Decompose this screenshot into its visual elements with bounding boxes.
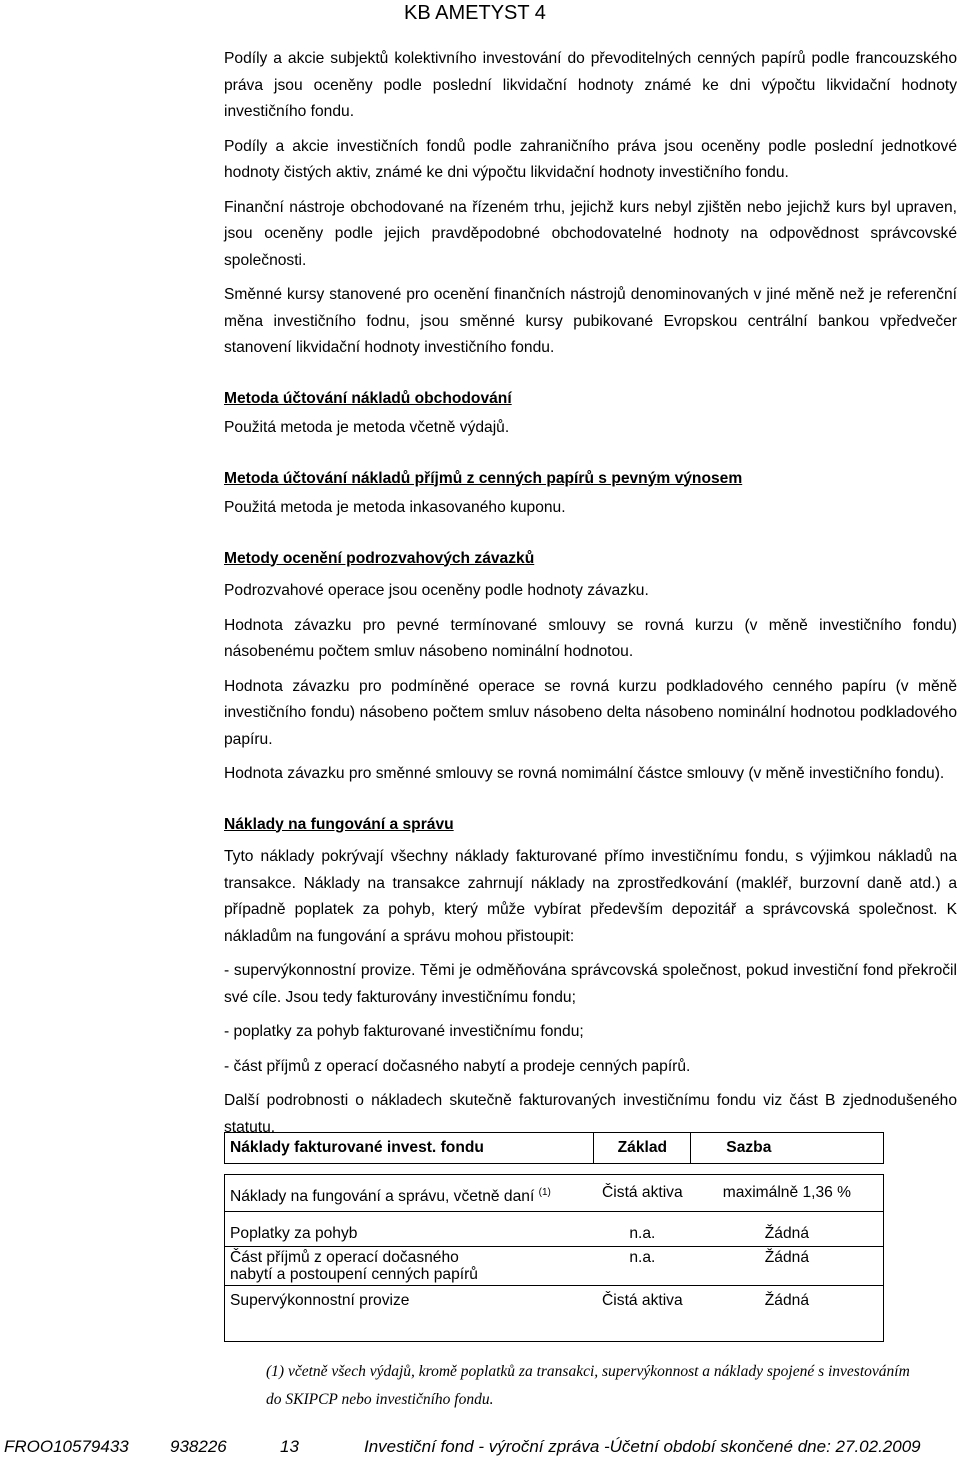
- list-item: - supervýkonnostní provize. Těmi je odměňována správcovská společnost, pokud investiční fond překročil své cíle. Jsou tedy fakturovány investičnímu fondu;: [224, 962, 957, 1006]
- paragraph: Hodnota závazku pro směnné smlouvy se rovná nomimální částce smlouvy (v měně investičního fondu).: [224, 765, 945, 782]
- table-cell: Supervýkonnostní provize: [225, 1286, 594, 1342]
- table-cell: maximálně 1,36 %: [691, 1175, 884, 1212]
- footer-page-number: 13: [280, 1437, 299, 1456]
- list-item: - poplatky za pohyb fakturované investičnímu fondu;: [224, 1023, 584, 1040]
- table-cell: Žádná: [691, 1222, 884, 1247]
- table-cell: Žádná: [691, 1286, 884, 1342]
- table-row: [225, 1286, 884, 1342]
- footer-number: 938226: [170, 1437, 227, 1456]
- paragraph: Podíly a akcie subjektů kolektivního investování do převoditelných cenných papírů podle francouzského práva jsou oceněny podle poslední likvidační hodnoty známé ke dni výpočtu likvidační hodnoty investičního fondu.: [224, 50, 957, 120]
- footnote-marker: (1): [538, 1187, 551, 1198]
- table-header-cell: Základ: [594, 1133, 691, 1164]
- section-heading-income-costs: Metoda účtování nákladů příjmů z cenných papírů s pevným výnosem: [224, 469, 743, 487]
- paragraph: Použitá metoda je metoda inkasovaného kuponu.: [224, 499, 566, 516]
- table-cell: n.a.: [594, 1222, 691, 1247]
- table-cell: Čistá aktiva: [594, 1286, 691, 1342]
- table-row: [225, 1247, 884, 1286]
- table-row: [225, 1222, 884, 1247]
- paragraph: Podíly a akcie investičních fondů podle zahraničního práva jsou oceněny podle poslední jednotkové hodnoty čistých aktiv, známé ke dni výpočtu likvidační hodnoty investičního fondu.: [224, 137, 957, 181]
- table-header-cell: Náklady fakturované invest. fondu: [225, 1133, 594, 1164]
- table-cell: Náklady na fungování a správu, včetně daní $^{(1)}$: [225, 1175, 594, 1212]
- section-heading-trading-costs: Metoda účtování nákladů obchodování: [224, 389, 512, 407]
- table-cell: Žádná: [691, 1247, 884, 1286]
- list-item: - část příjmů z operací dočasného nabytí a prodeje cenných papírů.: [224, 1057, 691, 1075]
- table-header-row: [225, 1133, 884, 1164]
- page-header-title: KB AMETYST 4: [404, 2, 546, 24]
- paragraph: Další podrobnosti o nákladech skutečně fakturovaných investičnímu fondu viz část B zjednodušeného statutu.: [224, 1092, 957, 1136]
- footer-text: Investiční fond - výroční zpráva -Účetní období skončené dne: 27.02.2009: [364, 1437, 921, 1456]
- footer-document-code: FROO10579433: [4, 1437, 129, 1456]
- paragraph: Tyto náklady pokrývají všechny náklady fakturované přímo investičnímu fondu, s výjimkou nákladů na transakce. Náklady na transakce zahrnují náklady na zprostředkování (makléř, burzovní daně atd.) a případně poplatek za pohyb, který může vybírat především depozitář a správcovská společnost. K nákladům na fungování a správu mohou přistoupit:: [224, 848, 957, 945]
- section-heading-fees: Náklady na fungování a správu: [224, 815, 454, 833]
- fees-table: [224, 1132, 884, 1342]
- footnote: (1) včetně všech výdajů, kromě poplatků za transakci, supervýkonnost a náklady spojené s investováním do SKIPCP nebo investičního fondu.: [266, 1363, 910, 1408]
- table-cell: n.a.: [594, 1247, 691, 1286]
- document-body: [224, 46, 957, 1149]
- table-header-cell: Sazba: [691, 1133, 884, 1164]
- table-cell: Část příjmů z operací dočasného nabytí a postoupení cenných papírů: [225, 1247, 594, 1286]
- paragraph: Směnné kursy stanovené pro ocenění finančních nástrojů denominovaných v jiné měně než je referenční měna investičního fodnu, jsou směnné kursy pubikované Evropskou centrální bankou vpředvečer stanovení likvidační hodnoty investičního fondu.: [224, 286, 957, 356]
- table-row: [225, 1175, 884, 1212]
- paragraph: Podrozvahové operace jsou oceněny podle hodnoty závazku.: [224, 582, 649, 599]
- paragraph: Hodnota závazku pro pevné termínované smlouvy se rovná kurzu (v měně investičního fondu) násobenému počtem smluv násobeno nominální hodnotou.: [224, 616, 957, 660]
- table-cell: Čistá aktiva: [594, 1175, 691, 1212]
- paragraph: Hodnota závazku pro podmíněné operace se rovná kurzu podkladového cenného papíru (v měně investičního fondu) násobeno počtem smluv násobeno delta násobeno nominální hodnotou podkladového papíru.: [224, 677, 957, 748]
- section-heading-offbalance: Metody ocenění podrozvahových závazků: [224, 549, 535, 567]
- paragraph: Použitá metoda je metoda včetně výdajů.: [224, 419, 510, 436]
- paragraph: Finanční nástroje obchodované na řízeném trhu, jejichž kurs nebyl zjištěn nebo jejichž kurs byl upraven, jsou oceněny podle jejich pravděpodobné obchodovatelné hodnoty na odpovědnost správcovské společnosti.: [224, 198, 957, 269]
- table-cell: Poplatky za pohyb: [225, 1222, 594, 1247]
